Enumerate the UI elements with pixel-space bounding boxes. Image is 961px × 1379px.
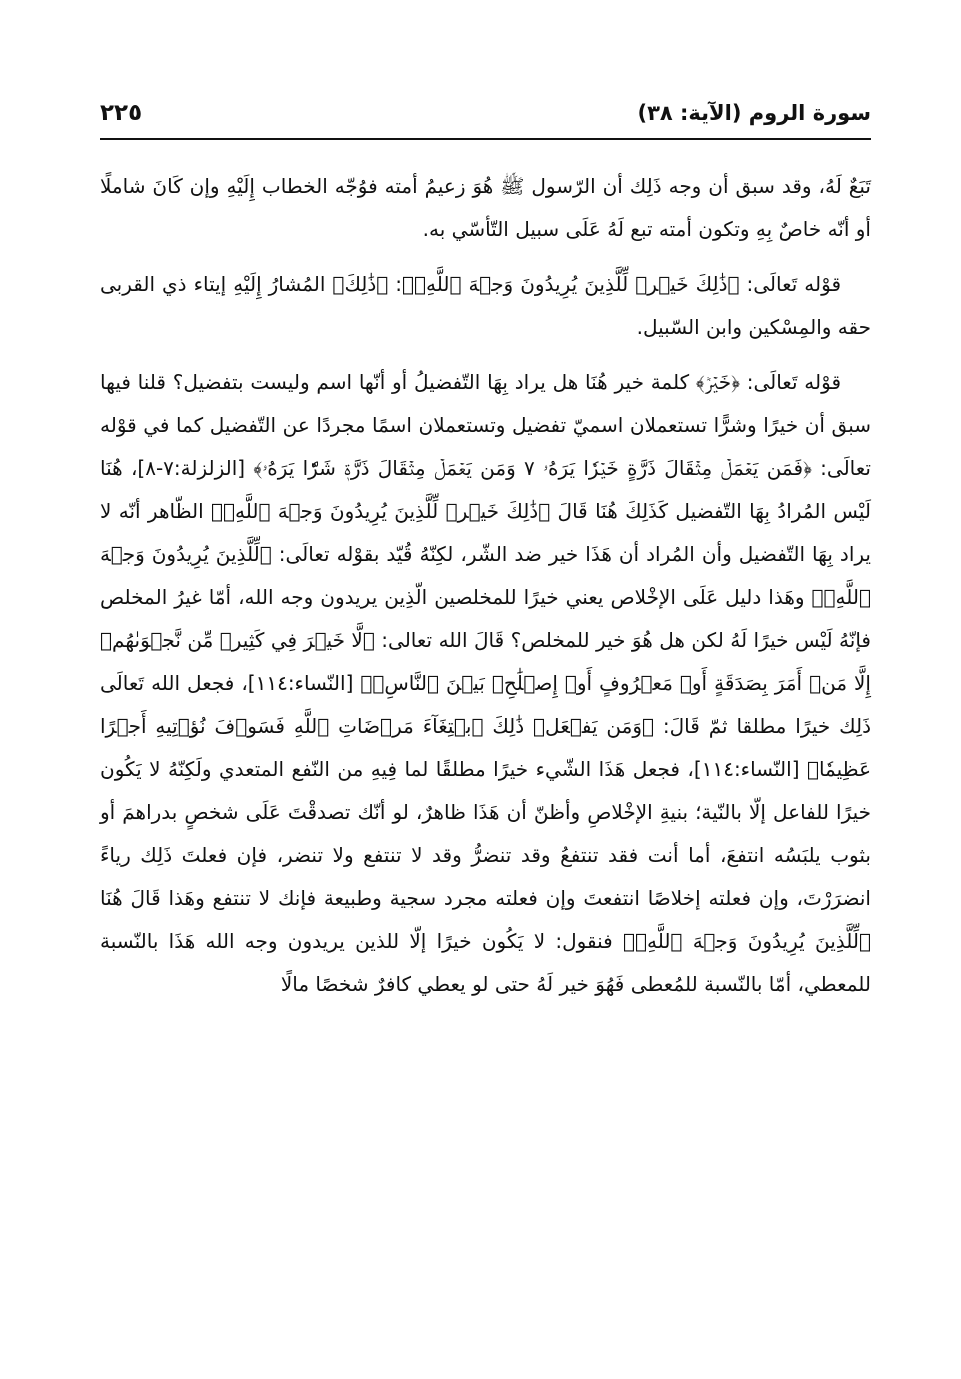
body-text	[100, 165, 871, 1018]
header-divider	[100, 138, 871, 140]
running-title: سورة الروم (الآية: ٣٨)	[637, 101, 871, 125]
page-number: ٢٢٥	[100, 100, 143, 126]
page-header	[100, 96, 871, 136]
paragraph-3: قوْله تَعالَى: ﴿خَيۡرٞ﴾ كلمة خير هُنَا هل يراد بِهَا التّفضيلُ أو أنّها اسم وليست بتفضيل؟ قلنا فيها سبق أن خيرًا وشرًّا تستعملان اسميّ تفضيل وتستعملان اسمًا مجردًا عن التّفضيل كما في قوْله تعالَى: ﴿فَمَن يَعۡمَلۡ مِثۡقَالَ ذَرَّةٍ خَيۡرٗا يَرَهُۥ ٧ وَمَن يَعۡمَلۡ مِثۡقَالَ ذَرَّةٖ شَرّٗا يَرَهُۥ﴾ [الزلزلة:٧-٨]، هُنَا لَيْس المُرادُ بِهَا التّفضيل كَذَلِكَ هُنَا قَالَ ﴿ذَٰلِكَ خَيۡرٞ لِّلَّذِينَ يُرِيدُونَ وَجۡهَ ٱللَّهِۖ﴾ الظّاهر أنّه لا يراد بِهَا التّفضيل وأن المُراد أن هَذَا خير ضد الشّر، لكِنّهُ قُيّد بقوْله تعالَى: ﴿لِّلَّذِينَ يُرِيدُونَ وَجۡهَ ٱللَّهِۖ﴾ وهَذا دليل عَلَى الإخْلاص يعني خيرًا للمخلصين الّذِين يريدون وجه الله، أمّا غيرُ المخلص فإنّهُ لَيْس خيرًا لَهُ لكن هل هُوَ خير للمخلص؟ قَالَ الله تعالى: ﴿لَّا خَيۡرَ فِي كَثِيرٖ مِّن نَّجۡوَىٰهُمۡ إِلَّا مَنۡ أَمَرَ بِصَدَقَةٍ أَوۡ مَعۡرُوفٍ أَوۡ إِصۡلَٰحِۭ بَيۡنَ ٱلنَّاسِۚ﴾ [النّساء:١١٤]، فجعل الله تَعالَى ذَلِك خيرًا مطلقا ثمّ قَالَ: ﴿وَمَن يَفۡعَلۡ ذَٰلِكَ ٱبۡتِغَآءَ مَرۡضَاتِ ٱللَّهِ فَسَوۡفَ نُؤۡتِيهِ أَجۡرًا عَظِيمٗا﴾ [النّساء:١١٤]، فجعل هَذَا الشّيء خيرًا مطلقًا لما فِيهِ من النّفع المتعدي ولَكِنّهُ لا يَكُون خيرًا للفاعل إلّا بالنّية؛ بنيةِ الإخْلاصِ وأظنّ أن هَذَا ظاهرٌ، لو أنّك تصدقْتَ عَلَى شخصٍ بدراهمَ أو بثوب يلبَسُه انتفعَ، أما أنت فقد تنتفعُ وقد تنضرُّ وقد لا تنتفع ولا تنضر، فإن فعلتَ ذَلِك رياءً انضرَرْتَ، وإن فعلته إخلاصًا انتفعتَ وإن فعلته مجرد سجية وطبيعة فإنك لا تنتفع وهَذا قَالَ هُنَا ﴿لِّلَّذِينَ يُرِيدُونَ وَجۡهَ ٱللَّهِۖ﴾ فنقول: لا يَكُون خيرًا إلّا للذين يريدون وجه الله هَذَا بالنّسبة للمعطي، أمّا بالنّسبة للمُعطى فَهُوَ خير لَهُ حتى لو يعطي كافرٌ شخصًا مالًا	[100, 370, 871, 996]
paragraph-1: تَبَعٌ لَهُ، وقد سبق أن وجه ذَلِك أن الرّسول ﷺ هُوَ زعيمُ أمته فوُجّه الخطاب إِلَيْهِ وإن كَانَ شاملًا أو أنّه خاصٌ بِهِ وتكون أمته تبع لَهُ عَلَى سبيل التّأسّي به.	[100, 174, 871, 241]
paragraph-2: قوْله تَعالَى: ﴿ذَٰلِكَ خَيۡرٞ لِّلَّذِينَ يُرِيدُونَ وَجۡهَ ٱللَّهِۖ﴾: ﴿ذَٰلِكَ﴾ المُشارُ إِلَيْهِ إيتاء ذي القربى حقه والمِسْكين وابن السّبيل.	[100, 272, 871, 339]
